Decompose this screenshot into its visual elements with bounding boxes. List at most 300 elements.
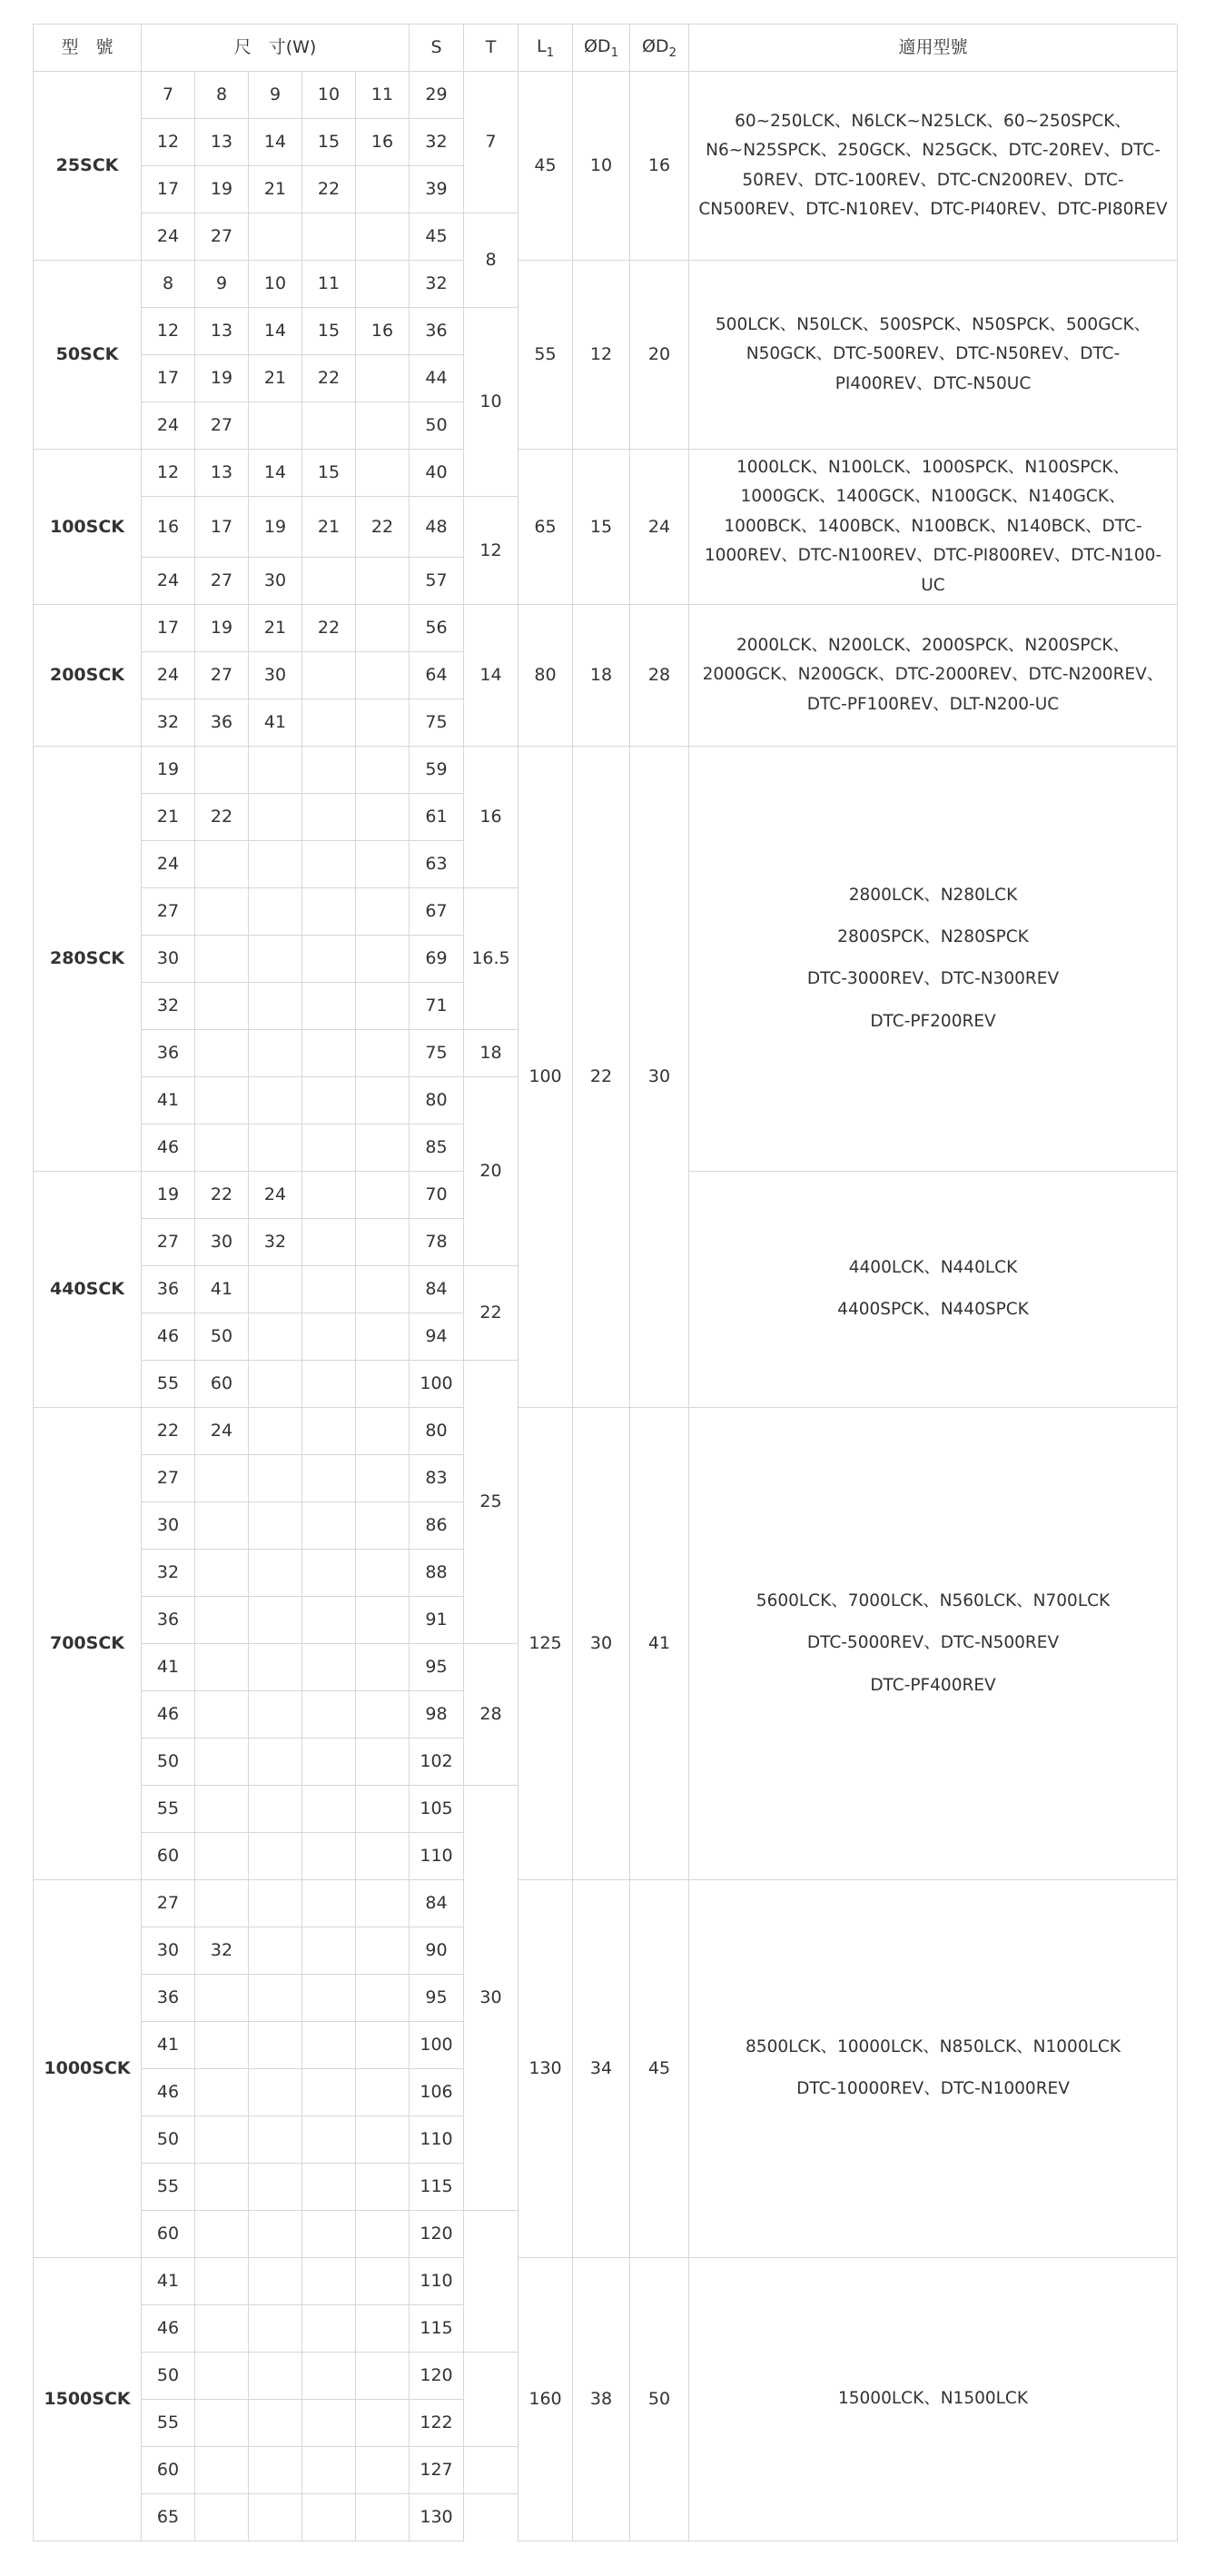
s-cell: 29: [410, 72, 464, 119]
applicable-models-line: 2000LCK、N200LCK、2000SPCK、N200SPCK、2000GCK、N200GCK、DTC-2000REV、DTC-N200REV、DTC-PF100REV、DLT-N200-UC: [702, 635, 1164, 714]
t-cell: 18: [464, 1029, 519, 1076]
applicable-models-cell: [689, 1171, 1178, 1407]
width-cell: 21: [142, 793, 195, 840]
d2-cell: 41: [630, 1407, 689, 1879]
applicable-models-line: 2800LCK、N280LCK: [848, 885, 1018, 905]
width-cell: [302, 1313, 356, 1360]
width-cell: [302, 982, 356, 1029]
width-cell: [249, 1029, 302, 1076]
width-cell: 24: [142, 651, 195, 698]
width-cell: [356, 1360, 410, 1407]
width-cell: [249, 2021, 302, 2068]
applicable-models-line: 4400SPCK、N440SPCK: [837, 1300, 1029, 1320]
width-cell: [249, 746, 302, 793]
width-cell: 30: [249, 557, 302, 604]
d2-cell: 30: [630, 746, 689, 1407]
width-cell: 24: [142, 402, 195, 450]
width-cell: [356, 166, 410, 213]
width-cell: [195, 1832, 249, 1879]
applicable-models-cell: [689, 604, 1178, 746]
model-cell: 700SCK: [34, 1407, 142, 1879]
l1-cell: 130: [519, 1879, 573, 2257]
table-row: [34, 746, 1178, 793]
width-cell: [356, 2257, 410, 2304]
width-cell: 27: [195, 213, 249, 261]
width-cell: [195, 2210, 249, 2257]
t-cell: [464, 2446, 519, 2493]
width-cell: 24: [195, 1407, 249, 1454]
width-cell: [249, 935, 302, 982]
width-cell: 32: [142, 1549, 195, 1596]
t-cell: [464, 2352, 519, 2446]
width-cell: [302, 840, 356, 887]
applicable-models-cell: [689, 261, 1178, 450]
l1-cell: 55: [519, 261, 573, 450]
s-cell: 110: [410, 2257, 464, 2304]
width-cell: [356, 1407, 410, 1454]
width-cell: 46: [142, 1124, 195, 1171]
width-cell: [302, 1124, 356, 1171]
applicable-models-line: DTC-PF200REV: [870, 1011, 996, 1031]
width-cell: 65: [142, 2493, 195, 2541]
width-cell: [249, 1927, 302, 1974]
width-cell: [195, 2021, 249, 2068]
width-cell: [356, 1596, 410, 1643]
width-cell: [195, 935, 249, 982]
width-cell: 60: [142, 1832, 195, 1879]
table-row: [34, 72, 1178, 119]
s-cell: 32: [410, 261, 464, 308]
width-cell: [249, 2446, 302, 2493]
width-cell: [249, 1549, 302, 1596]
width-cell: [302, 1029, 356, 1076]
width-cell: [249, 982, 302, 1029]
t-cell: 20: [464, 1076, 519, 1265]
width-cell: [249, 1501, 302, 1549]
width-cell: 15: [302, 119, 356, 166]
table-row: [34, 1407, 1178, 1454]
width-cell: [302, 1879, 356, 1927]
width-cell: 30: [142, 935, 195, 982]
width-cell: [249, 2352, 302, 2399]
width-cell: [195, 1501, 249, 1549]
width-cell: [195, 1124, 249, 1171]
width-cell: [195, 2493, 249, 2541]
width-cell: 11: [302, 261, 356, 308]
width-cell: 60: [195, 1360, 249, 1407]
t-cell: 16.5: [464, 887, 519, 1029]
t-cell: 8: [464, 213, 519, 308]
width-cell: [249, 2210, 302, 2257]
width-cell: 21: [249, 166, 302, 213]
width-cell: [356, 261, 410, 308]
t-cell: 22: [464, 1265, 519, 1360]
width-cell: [356, 2021, 410, 2068]
width-cell: 17: [142, 166, 195, 213]
width-cell: [195, 746, 249, 793]
width-cell: [249, 1265, 302, 1313]
width-cell: [302, 2021, 356, 2068]
width-cell: 16: [142, 497, 195, 558]
width-cell: 46: [142, 2068, 195, 2115]
s-cell: 70: [410, 1171, 464, 1218]
width-cell: 14: [249, 308, 302, 355]
width-cell: 13: [195, 308, 249, 355]
header-size: 尺 寸(W): [142, 25, 410, 72]
width-cell: [195, 1879, 249, 1927]
width-cell: [302, 1738, 356, 1785]
width-cell: [249, 1785, 302, 1832]
width-cell: [356, 1879, 410, 1927]
width-cell: [302, 213, 356, 261]
width-cell: [249, 2163, 302, 2210]
width-cell: [249, 1832, 302, 1879]
s-cell: 83: [410, 1454, 464, 1501]
width-cell: [249, 2115, 302, 2163]
width-cell: [195, 887, 249, 935]
width-cell: [249, 1360, 302, 1407]
t-cell: 30: [464, 1785, 519, 2210]
s-cell: 120: [410, 2352, 464, 2399]
s-cell: 59: [410, 746, 464, 793]
width-cell: 24: [142, 557, 195, 604]
width-cell: 55: [142, 2163, 195, 2210]
width-cell: 17: [142, 355, 195, 402]
applicable-models-cell: [689, 2257, 1178, 2541]
s-cell: 39: [410, 166, 464, 213]
width-cell: [302, 1218, 356, 1265]
s-cell: 80: [410, 1407, 464, 1454]
model-cell: 50SCK: [34, 261, 142, 450]
s-cell: 105: [410, 1785, 464, 1832]
width-cell: [302, 793, 356, 840]
width-cell: [302, 1501, 356, 1549]
width-cell: 22: [356, 497, 410, 558]
header-model: 型 號: [34, 25, 142, 72]
width-cell: [249, 2399, 302, 2446]
header-l1: $L_1$: [519, 25, 573, 72]
header-d2: $ØD_2$: [630, 25, 689, 72]
s-cell: 88: [410, 1549, 464, 1596]
width-cell: [302, 1454, 356, 1501]
width-cell: [249, 1974, 302, 2021]
width-cell: [249, 1407, 302, 1454]
width-cell: [302, 1643, 356, 1690]
width-cell: [302, 1785, 356, 1832]
width-cell: 41: [195, 1265, 249, 1313]
width-cell: 24: [142, 840, 195, 887]
width-cell: 36: [142, 1974, 195, 2021]
table-row: [34, 261, 1178, 308]
s-cell: 110: [410, 2115, 464, 2163]
width-cell: [302, 2493, 356, 2541]
width-cell: [249, 2493, 302, 2541]
width-cell: [195, 1785, 249, 1832]
width-cell: 10: [249, 261, 302, 308]
width-cell: [356, 1454, 410, 1501]
width-cell: 21: [302, 497, 356, 558]
s-cell: 64: [410, 651, 464, 698]
s-cell: 91: [410, 1596, 464, 1643]
width-cell: 32: [249, 1218, 302, 1265]
width-cell: [249, 793, 302, 840]
width-cell: 22: [302, 355, 356, 402]
width-cell: [249, 2304, 302, 2352]
width-cell: 11: [356, 72, 410, 119]
header-d1: $ØD_1$: [573, 25, 630, 72]
width-cell: [302, 1832, 356, 1879]
t-cell: 12: [464, 497, 519, 605]
width-cell: [195, 1643, 249, 1690]
width-cell: [356, 402, 410, 450]
model-cell: 1000SCK: [34, 1879, 142, 2257]
width-cell: 50: [195, 1313, 249, 1360]
d2-cell: 20: [630, 261, 689, 450]
width-cell: [356, 2210, 410, 2257]
width-cell: [249, 402, 302, 450]
width-cell: [195, 2446, 249, 2493]
l1-cell: 160: [519, 2257, 573, 2541]
applicable-models-line: DTC-10000REV、DTC-N1000REV: [796, 2079, 1070, 2099]
width-cell: [302, 2304, 356, 2352]
width-cell: [356, 793, 410, 840]
s-cell: 75: [410, 698, 464, 746]
width-cell: 46: [142, 1690, 195, 1738]
s-cell: 120: [410, 2210, 464, 2257]
width-cell: 7: [142, 72, 195, 119]
width-cell: [195, 840, 249, 887]
d2-cell: 45: [630, 1879, 689, 2257]
applicable-models-cell: [689, 1407, 1178, 1879]
width-cell: [356, 2493, 410, 2541]
s-cell: 40: [410, 450, 464, 497]
width-cell: 16: [356, 308, 410, 355]
width-cell: [302, 1596, 356, 1643]
width-cell: 19: [249, 497, 302, 558]
d1-cell: 22: [573, 746, 630, 1407]
s-cell: 110: [410, 1832, 464, 1879]
width-cell: 15: [302, 450, 356, 497]
width-cell: 36: [142, 1029, 195, 1076]
s-cell: 80: [410, 1076, 464, 1124]
width-cell: 22: [302, 604, 356, 651]
width-cell: 27: [142, 1879, 195, 1927]
s-cell: 94: [410, 1313, 464, 1360]
width-cell: [195, 1076, 249, 1124]
width-cell: 9: [249, 72, 302, 119]
model-cell: 200SCK: [34, 604, 142, 746]
d2-cell: 28: [630, 604, 689, 746]
s-cell: 130: [410, 2493, 464, 2541]
d1-cell: 38: [573, 2257, 630, 2541]
width-cell: 15: [302, 308, 356, 355]
width-cell: 41: [142, 1076, 195, 1124]
s-cell: 63: [410, 840, 464, 887]
width-cell: [249, 1076, 302, 1124]
width-cell: [195, 1029, 249, 1076]
width-cell: [302, 1265, 356, 1313]
s-cell: 75: [410, 1029, 464, 1076]
t-cell: 7: [464, 72, 519, 213]
width-cell: [195, 2304, 249, 2352]
width-cell: 60: [142, 2210, 195, 2257]
model-cell: 100SCK: [34, 450, 142, 605]
s-cell: 86: [410, 1501, 464, 1549]
s-cell: 32: [410, 119, 464, 166]
applicable-models-line: 4400LCK、N440LCK: [848, 1258, 1018, 1277]
width-cell: 9: [195, 261, 249, 308]
width-cell: [195, 1974, 249, 2021]
width-cell: [302, 1974, 356, 2021]
width-cell: [302, 1360, 356, 1407]
width-cell: [356, 2304, 410, 2352]
applicable-models-line: 8500LCK、10000LCK、N850LCK、N1000LCK: [746, 2037, 1121, 2056]
width-cell: [195, 2352, 249, 2399]
width-cell: [195, 1549, 249, 1596]
width-cell: [302, 2399, 356, 2446]
width-cell: 17: [142, 604, 195, 651]
table-row: [34, 604, 1178, 651]
width-cell: 21: [249, 355, 302, 402]
width-cell: 19: [142, 1171, 195, 1218]
t-cell: 16: [464, 746, 519, 887]
width-cell: [195, 982, 249, 1029]
width-cell: 30: [142, 1927, 195, 1974]
width-cell: 55: [142, 1360, 195, 1407]
width-cell: 12: [142, 450, 195, 497]
width-cell: [249, 1690, 302, 1738]
width-cell: [356, 1832, 410, 1879]
d1-cell: 18: [573, 604, 630, 746]
width-cell: 17: [195, 497, 249, 558]
width-cell: [356, 2115, 410, 2163]
applicable-models-line: 15000LCK、N1500LCK: [838, 2389, 1028, 2409]
width-cell: [356, 1076, 410, 1124]
width-cell: [356, 2399, 410, 2446]
width-cell: [302, 1076, 356, 1124]
s-cell: 71: [410, 982, 464, 1029]
width-cell: 19: [142, 746, 195, 793]
width-cell: 55: [142, 2399, 195, 2446]
width-cell: [356, 1785, 410, 1832]
applicable-models-line: 500LCK、N50LCK、500SPCK、N50SPCK、500GCK、N50GCK、DTC-500REV、DTC-N50REV、DTC-PI400REV、DTC-N50UC: [715, 314, 1151, 393]
width-cell: 14: [249, 119, 302, 166]
width-cell: [302, 2257, 356, 2304]
width-cell: [195, 2068, 249, 2115]
width-cell: 8: [142, 261, 195, 308]
width-cell: [356, 840, 410, 887]
width-cell: [356, 1738, 410, 1785]
width-cell: 22: [302, 166, 356, 213]
width-cell: 41: [142, 2021, 195, 2068]
width-cell: 10: [302, 72, 356, 119]
t-cell: [464, 2210, 519, 2352]
s-cell: 122: [410, 2399, 464, 2446]
s-cell: 84: [410, 1265, 464, 1313]
width-cell: [249, 2257, 302, 2304]
width-cell: [356, 1218, 410, 1265]
width-cell: [356, 746, 410, 793]
s-cell: 56: [410, 604, 464, 651]
width-cell: 8: [195, 72, 249, 119]
width-cell: [356, 1501, 410, 1549]
width-cell: 41: [142, 1643, 195, 1690]
width-cell: 19: [195, 355, 249, 402]
l1-cell: 100: [519, 746, 573, 1407]
l1-cell: 125: [519, 1407, 573, 1879]
width-cell: [302, 2210, 356, 2257]
model-cell: 440SCK: [34, 1171, 142, 1407]
s-cell: 84: [410, 1879, 464, 1927]
width-cell: [249, 1124, 302, 1171]
width-cell: 50: [142, 2352, 195, 2399]
width-cell: [249, 2068, 302, 2115]
width-cell: [356, 1690, 410, 1738]
applicable-models-cell: [689, 746, 1178, 1171]
s-cell: 90: [410, 1927, 464, 1974]
width-cell: [302, 2115, 356, 2163]
width-cell: 36: [142, 1596, 195, 1643]
l1-cell: 65: [519, 450, 573, 605]
width-cell: 50: [142, 2115, 195, 2163]
width-cell: [195, 1596, 249, 1643]
model-cell: 280SCK: [34, 746, 142, 1171]
model-cell: 25SCK: [34, 72, 142, 261]
width-cell: [302, 935, 356, 982]
s-cell: 95: [410, 1643, 464, 1690]
width-cell: 32: [142, 982, 195, 1029]
applicable-models-line: DTC-3000REV、DTC-N300REV: [806, 969, 1060, 989]
s-cell: 48: [410, 497, 464, 558]
width-cell: [195, 1738, 249, 1785]
s-cell: 115: [410, 2304, 464, 2352]
s-cell: 85: [410, 1124, 464, 1171]
header-s: S: [410, 25, 464, 72]
width-cell: [302, 1171, 356, 1218]
width-cell: 21: [249, 604, 302, 651]
d2-cell: 16: [630, 72, 689, 261]
width-cell: [356, 1171, 410, 1218]
s-cell: 45: [410, 213, 464, 261]
width-cell: [356, 1313, 410, 1360]
width-cell: [195, 2115, 249, 2163]
width-cell: [356, 213, 410, 261]
d1-cell: 10: [573, 72, 630, 261]
width-cell: 46: [142, 2304, 195, 2352]
s-cell: 127: [410, 2446, 464, 2493]
width-cell: 50: [142, 1738, 195, 1785]
d2-cell: 50: [630, 2257, 689, 2541]
width-cell: 27: [195, 651, 249, 698]
width-cell: [356, 982, 410, 1029]
header-applicable: 適用型號: [689, 25, 1178, 72]
s-cell: 100: [410, 1360, 464, 1407]
width-cell: 19: [195, 166, 249, 213]
width-cell: 27: [142, 887, 195, 935]
width-cell: 24: [249, 1171, 302, 1218]
s-cell: 115: [410, 2163, 464, 2210]
s-cell: 69: [410, 935, 464, 982]
width-cell: 55: [142, 1785, 195, 1832]
width-cell: [302, 557, 356, 604]
width-cell: [249, 1596, 302, 1643]
width-cell: 19: [195, 604, 249, 651]
applicable-models-line: DTC-5000REV、DTC-N500REV: [806, 1633, 1060, 1653]
width-cell: [302, 887, 356, 935]
applicable-models-line: 5600LCK、7000LCK、N560LCK、N700LCK: [756, 1590, 1111, 1610]
width-cell: [195, 2163, 249, 2210]
width-cell: [356, 2446, 410, 2493]
